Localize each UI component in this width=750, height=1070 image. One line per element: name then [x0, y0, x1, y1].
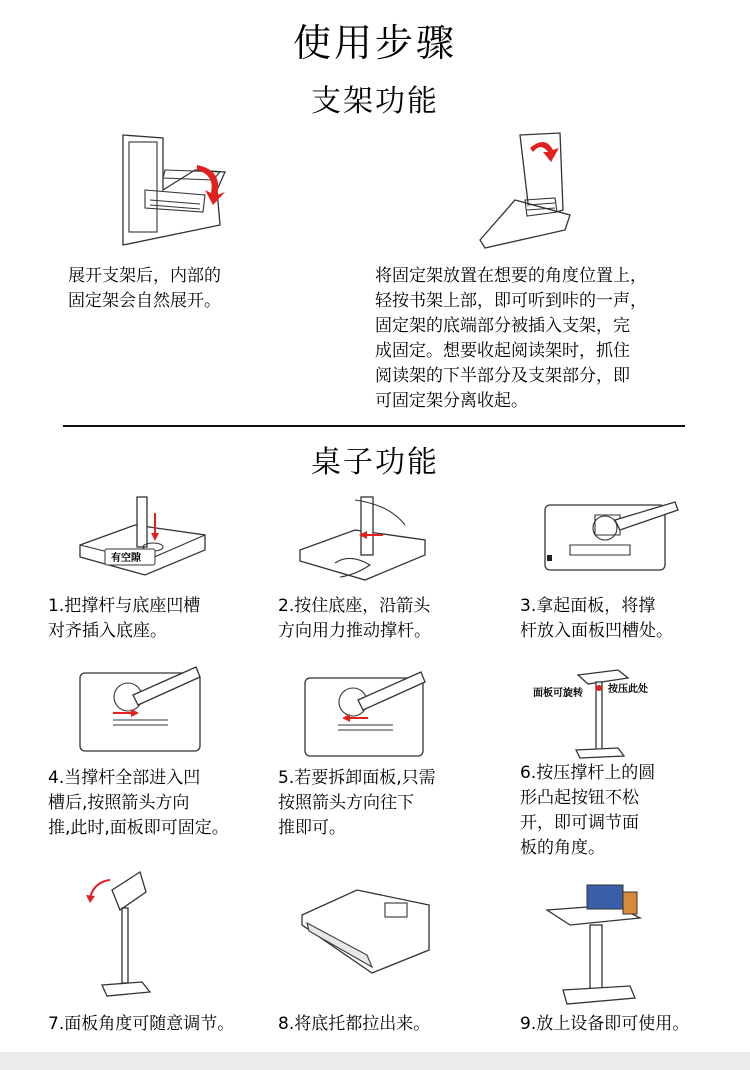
step4-text: 4.当撑杆全部进入凹 槽后,按照箭头方向 推,此时,面板即可固定。	[48, 768, 229, 838]
footer-bar	[0, 1052, 750, 1070]
section-divider	[63, 425, 685, 427]
step5-illustration	[303, 670, 433, 760]
step8-illustration	[297, 885, 437, 975]
page-title: 使用步骤	[292, 21, 457, 65]
step3-text: 3.拿起面板，将撑 杆放入面板凹槽处。	[520, 596, 673, 641]
step8-text: 8.将底托都拉出来。	[278, 1014, 431, 1034]
step7-illustration	[82, 870, 162, 1005]
step9-text: 9.放上设备即可使用。	[520, 1014, 690, 1034]
stand-heading: 支架功能	[311, 84, 439, 119]
step6-callout-rotate: 面板可旋转	[533, 688, 583, 699]
step6-illustration	[528, 670, 688, 765]
step5-text: 5.若要拆卸面板,只需 按照箭头方向往下 推即可。	[278, 768, 436, 838]
step1-callout: 有空隙	[111, 553, 141, 564]
stand-fix-text: 将固定架放置在想要的角度位置上， 轻按书架上部，即可听到咔的一声， 固定架的底端部分被插入支架，完 成固定。想要收起阅读架时，抓住 阅读架的下半部分及支架部分，即 可固定架分离收起。	[375, 266, 647, 411]
step2-illustration	[295, 495, 435, 585]
step7-text: 7.面板角度可随意调节。	[48, 1014, 235, 1034]
stand-unfold-text: 展开支架后，内部的 固定架会自然展开。	[68, 266, 221, 311]
step1-illustration	[75, 495, 215, 580]
step3-illustration	[540, 500, 680, 575]
step9-illustration	[545, 880, 645, 1008]
desk-heading: 桌子功能	[311, 445, 439, 480]
step4-illustration	[78, 665, 208, 755]
step6-text: 6.按压撑杆上的圆 形凸起按钮不松 开，即可调节面 板的角度。	[520, 763, 656, 858]
step2-text: 2.按住底座，沿箭头 方向用力推动撑杆。	[278, 596, 431, 641]
stand-illustration-unfold	[105, 130, 240, 250]
step6-callout-press: 按压此处	[608, 684, 648, 695]
step1-text: 1.把撑杆与底座凹槽 对齐插入底座。	[48, 596, 201, 641]
stand-illustration-fold	[475, 130, 585, 250]
